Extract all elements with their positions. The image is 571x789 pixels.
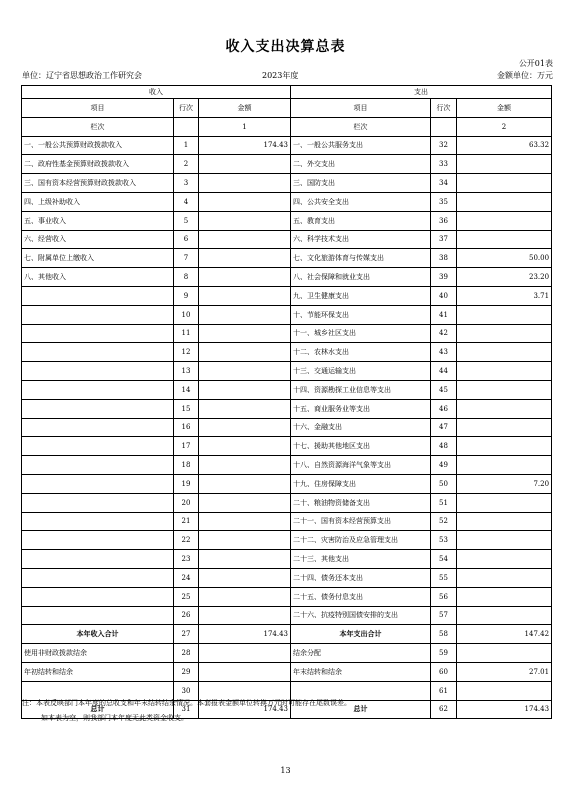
expense-amount-cell [457, 230, 552, 249]
income-amount-cell [199, 474, 291, 493]
expense-line-cell: 54 [431, 550, 457, 569]
expense-amount-cell [457, 550, 552, 569]
income-amount-cell [199, 211, 291, 230]
income-line-cell: 16 [174, 418, 199, 437]
income-line-cell: 11 [174, 324, 199, 343]
expense-item-cell: 二十一、国有资本经营预算支出 [291, 512, 431, 531]
expense-line-cell: 51 [431, 493, 457, 512]
note-line-2: 如本表为空，则我部门本年度无此类资金收支。 [41, 714, 188, 722]
expense-item-cell: 结余分配 [291, 644, 431, 663]
expense-item-header: 项目 [291, 99, 431, 118]
income-item-cell [22, 324, 174, 343]
income-line-cell: 28 [174, 644, 199, 663]
income-item-cell: 六、经营收入 [22, 230, 174, 249]
expense-line-cell: 59 [431, 644, 457, 663]
income-item-cell [22, 418, 174, 437]
expense-item-cell: 十四、资源勘探工业信息等支出 [291, 380, 431, 399]
money-unit: 金额单位：万元 [497, 71, 553, 80]
income-line-cell: 14 [174, 380, 199, 399]
expense-item-cell: 年末结转和结余 [291, 662, 431, 681]
income-amount-cell [199, 192, 291, 211]
table-row [22, 568, 552, 587]
income-amount-cell [199, 380, 291, 399]
column-header-row [22, 99, 552, 118]
income-line-cell: 30 [174, 681, 199, 700]
income-item-cell [22, 437, 174, 456]
income-item-cell [22, 512, 174, 531]
income-line-cell: 2 [174, 155, 199, 174]
income-line-cell: 25 [174, 587, 199, 606]
income-line-cell: 17 [174, 437, 199, 456]
expense-line-cell: 55 [431, 568, 457, 587]
expense-column-label: 栏次 [291, 117, 431, 136]
expense-item-cell: 十一、城乡社区支出 [291, 324, 431, 343]
income-line-cell: 26 [174, 606, 199, 625]
income-item-cell: 四、上级补助收入 [22, 192, 174, 211]
income-item-cell [22, 568, 174, 587]
expense-column-line-blank [431, 117, 457, 136]
income-item-cell [22, 362, 174, 381]
table-row [22, 211, 552, 230]
income-amount-cell [199, 512, 291, 531]
income-line-cell: 27 [174, 625, 199, 644]
expense-amount-cell: 23.20 [457, 268, 552, 287]
reporting-unit: 单位：辽宁省思想政治工作研究会 [22, 71, 142, 80]
expense-amount-cell [457, 155, 552, 174]
income-amount-cell [199, 493, 291, 512]
table-row [22, 493, 552, 512]
income-item-cell: 使用非财政拨款结余 [22, 644, 174, 663]
expense-item-cell: 一、一般公共服务支出 [291, 136, 431, 155]
income-amount-cell: 174.43 [199, 625, 291, 644]
expense-line-cell: 38 [431, 249, 457, 268]
income-item-cell [22, 474, 174, 493]
income-line-cell: 31 [174, 700, 199, 719]
expense-amount-cell [457, 174, 552, 193]
expense-line-cell: 52 [431, 512, 457, 531]
section-header-row [22, 86, 552, 99]
expense-line-cell: 61 [431, 681, 457, 700]
expense-item-cell: 总计 [291, 700, 431, 719]
income-line-cell: 22 [174, 531, 199, 550]
expense-line-cell: 33 [431, 155, 457, 174]
income-item-cell: 本年收入合计 [22, 625, 174, 644]
income-line-cell: 29 [174, 662, 199, 681]
table-row [22, 512, 552, 531]
income-amount-cell [199, 362, 291, 381]
table-row [22, 343, 552, 362]
expense-amount-cell: 27.01 [457, 662, 552, 681]
expense-amount-cell [457, 418, 552, 437]
expense-amount-cell [457, 587, 552, 606]
expense-item-cell: 十二、农林水支出 [291, 343, 431, 362]
expense-item-cell: 三、国防支出 [291, 174, 431, 193]
income-line-header: 行次 [174, 99, 199, 118]
table-row [22, 456, 552, 475]
expense-line-cell: 35 [431, 192, 457, 211]
column-index-row [22, 117, 552, 136]
table-row [22, 174, 552, 193]
expense-item-cell: 二十二、灾害防治及应急管理支出 [291, 531, 431, 550]
table-row [22, 324, 552, 343]
income-line-cell: 23 [174, 550, 199, 569]
income-line-cell: 8 [174, 268, 199, 287]
income-item-cell [22, 587, 174, 606]
expense-amount-cell: 7.20 [457, 474, 552, 493]
expense-amount-cell: 3.71 [457, 286, 552, 305]
income-item-cell [22, 399, 174, 418]
table-row [22, 474, 552, 493]
income-item-cell: 七、附属单位上缴收入 [22, 249, 174, 268]
income-amount-cell [199, 249, 291, 268]
expense-amount-cell [457, 305, 552, 324]
income-amount-cell [199, 418, 291, 437]
table-row [22, 230, 552, 249]
income-line-cell: 13 [174, 362, 199, 381]
income-amount-cell [199, 230, 291, 249]
income-line-cell: 18 [174, 456, 199, 475]
expense-amount-cell [457, 324, 552, 343]
table-row [22, 418, 552, 437]
table-row [22, 249, 552, 268]
table-row [22, 437, 552, 456]
income-line-cell: 20 [174, 493, 199, 512]
income-line-cell: 7 [174, 249, 199, 268]
expense-line-cell: 32 [431, 136, 457, 155]
expense-line-cell: 40 [431, 286, 457, 305]
table-row [22, 362, 552, 381]
income-item-cell: 八、其他收入 [22, 268, 174, 287]
expense-line-cell: 48 [431, 437, 457, 456]
expense-amount-cell [457, 192, 552, 211]
income-amount-cell [199, 155, 291, 174]
expense-amount-cell [457, 211, 552, 230]
expense-amount-cell [457, 606, 552, 625]
income-amount-cell [199, 399, 291, 418]
expense-amount-cell [457, 362, 552, 381]
expense-item-cell: 七、文化旅游体育与传媒支出 [291, 249, 431, 268]
income-line-cell: 12 [174, 343, 199, 362]
income-item-cell: 五、事业收入 [22, 211, 174, 230]
expense-line-cell: 57 [431, 606, 457, 625]
expense-line-cell: 47 [431, 418, 457, 437]
income-item-cell: 年初结转和结余 [22, 662, 174, 681]
income-item-cell: 一、一般公共预算财政拨款收入 [22, 136, 174, 155]
expense-item-cell: 二十三、其他支出 [291, 550, 431, 569]
expense-line-cell: 58 [431, 625, 457, 644]
income-line-cell: 6 [174, 230, 199, 249]
income-amount-cell [199, 644, 291, 663]
income-amount-cell [199, 286, 291, 305]
expense-amount-cell [457, 380, 552, 399]
income-line-cell: 5 [174, 211, 199, 230]
expense-line-cell: 45 [431, 380, 457, 399]
expense-item-cell: 四、公共安全支出 [291, 192, 431, 211]
expense-line-cell: 41 [431, 305, 457, 324]
notes [22, 696, 351, 726]
income-item-cell [22, 606, 174, 625]
income-amount-cell [199, 305, 291, 324]
table-row [22, 192, 552, 211]
income-amount-cell [199, 268, 291, 287]
income-line-cell: 15 [174, 399, 199, 418]
expense-item-cell: 十八、自然资源海洋气象等支出 [291, 456, 431, 475]
expense-section-header: 支出 [291, 86, 552, 99]
expense-amount-cell: 147.42 [457, 625, 552, 644]
expense-item-cell: 本年支出合计 [291, 625, 431, 644]
expense-line-cell: 37 [431, 230, 457, 249]
expense-item-cell: 十九、住房保障支出 [291, 474, 431, 493]
income-item-cell [22, 286, 174, 305]
expense-line-cell: 39 [431, 268, 457, 287]
expense-amount-cell [457, 644, 552, 663]
expense-item-cell: 十七、援助其他地区支出 [291, 437, 431, 456]
expense-amount-cell [457, 437, 552, 456]
expense-amount-cell [457, 493, 552, 512]
note-line-1: 注：本表反映部门本年度的总收支和年末结转结余情况。本套报表金额单位转换万元时可能存在尾数误差。 [22, 699, 351, 707]
expense-amount-cell [457, 531, 552, 550]
expense-line-header: 行次 [431, 99, 457, 118]
income-amount-cell [199, 343, 291, 362]
income-item-cell [22, 380, 174, 399]
expense-line-cell: 53 [431, 531, 457, 550]
table-row [22, 136, 552, 155]
income-line-cell: 19 [174, 474, 199, 493]
expense-line-cell: 42 [431, 324, 457, 343]
expense-line-cell: 36 [431, 211, 457, 230]
income-amount-header: 金额 [199, 99, 291, 118]
expense-item-cell: 二、外交支出 [291, 155, 431, 174]
expense-line-cell: 62 [431, 700, 457, 719]
income-item-header: 项目 [22, 99, 174, 118]
income-line-cell: 9 [174, 286, 199, 305]
table-row [22, 625, 552, 644]
expense-line-cell: 49 [431, 456, 457, 475]
expense-line-cell: 34 [431, 174, 457, 193]
expense-amount-cell: 174.43 [457, 700, 552, 719]
expense-item-cell: 二十五、债务付息支出 [291, 587, 431, 606]
income-item-cell [22, 493, 174, 512]
table-row [22, 399, 552, 418]
income-line-cell: 21 [174, 512, 199, 531]
table-row [22, 606, 552, 625]
expense-amount-header: 金额 [457, 99, 552, 118]
expense-item-cell: 二十六、抗疫特别国债安排的支出 [291, 606, 431, 625]
income-line-cell: 10 [174, 305, 199, 324]
income-amount-cell [199, 587, 291, 606]
expense-item-cell: 十三、交通运输支出 [291, 362, 431, 381]
income-section-header: 收入 [22, 86, 291, 99]
income-amount-cell [199, 437, 291, 456]
income-item-cell [22, 456, 174, 475]
income-column-label: 栏次 [22, 117, 174, 136]
income-item-cell: 总计 [22, 700, 174, 719]
income-item-cell [22, 531, 174, 550]
expense-item-cell: 二十、粮油物资储备支出 [291, 493, 431, 512]
expense-item-cell: 十六、金融支出 [291, 418, 431, 437]
report-year: 2023年度 [262, 71, 299, 80]
income-amount-cell: 174.43 [199, 136, 291, 155]
table-row [22, 286, 552, 305]
income-amount-cell [199, 550, 291, 569]
income-line-cell: 1 [174, 136, 199, 155]
income-amount-cell [199, 606, 291, 625]
expense-amount-cell: 50.00 [457, 249, 552, 268]
income-item-cell: 三、国有资本经营预算财政拨款收入 [22, 174, 174, 193]
expense-amount-cell [457, 512, 552, 531]
income-line-cell: 24 [174, 568, 199, 587]
income-item-cell: 二、政府性基金预算财政拨款收入 [22, 155, 174, 174]
income-amount-cell [199, 531, 291, 550]
expense-item-cell: 十五、商业服务业等支出 [291, 399, 431, 418]
expense-item-cell: 六、科学技术支出 [291, 230, 431, 249]
income-line-cell: 3 [174, 174, 199, 193]
income-item-cell [22, 343, 174, 362]
page-title: 收入支出决算总表 [225, 39, 346, 55]
expense-line-cell: 56 [431, 587, 457, 606]
table-row [22, 550, 552, 569]
expense-amount-cell: 63.32 [457, 136, 552, 155]
income-amount-cell [199, 662, 291, 681]
expense-item-cell: 二十四、债务还本支出 [291, 568, 431, 587]
table-row [22, 662, 552, 681]
expense-amount-cell [457, 568, 552, 587]
table-row [22, 644, 552, 663]
page-number: 13 [280, 766, 291, 775]
table-row [22, 380, 552, 399]
expense-amount-cell [457, 456, 552, 475]
income-amount-cell [199, 174, 291, 193]
summary-table [21, 85, 552, 719]
income-column-line-blank [174, 117, 199, 136]
form-number: 公开01表 [518, 59, 553, 68]
income-amount-cell [199, 324, 291, 343]
income-line-cell: 4 [174, 192, 199, 211]
table-row [22, 155, 552, 174]
table-row [22, 305, 552, 324]
expense-item-cell: 九、卫生健康支出 [291, 286, 431, 305]
income-item-cell [22, 550, 174, 569]
table-row [22, 587, 552, 606]
expense-column-number: 2 [457, 117, 552, 136]
expense-line-cell: 43 [431, 343, 457, 362]
income-amount-cell: 174.43 [199, 700, 291, 719]
expense-amount-cell [457, 681, 552, 700]
expense-line-cell: 46 [431, 399, 457, 418]
income-column-number: 1 [199, 117, 291, 136]
table-row [22, 268, 552, 287]
income-amount-cell [199, 568, 291, 587]
table-row [22, 531, 552, 550]
expense-line-cell: 50 [431, 474, 457, 493]
income-item-cell [22, 305, 174, 324]
expense-amount-cell [457, 399, 552, 418]
expense-amount-cell [457, 343, 552, 362]
expense-line-cell: 44 [431, 362, 457, 381]
expense-item-cell: 十、节能环保支出 [291, 305, 431, 324]
expense-line-cell: 60 [431, 662, 457, 681]
expense-item-cell: 五、教育支出 [291, 211, 431, 230]
expense-item-cell: 八、社会保障和就业支出 [291, 268, 431, 287]
income-amount-cell [199, 456, 291, 475]
